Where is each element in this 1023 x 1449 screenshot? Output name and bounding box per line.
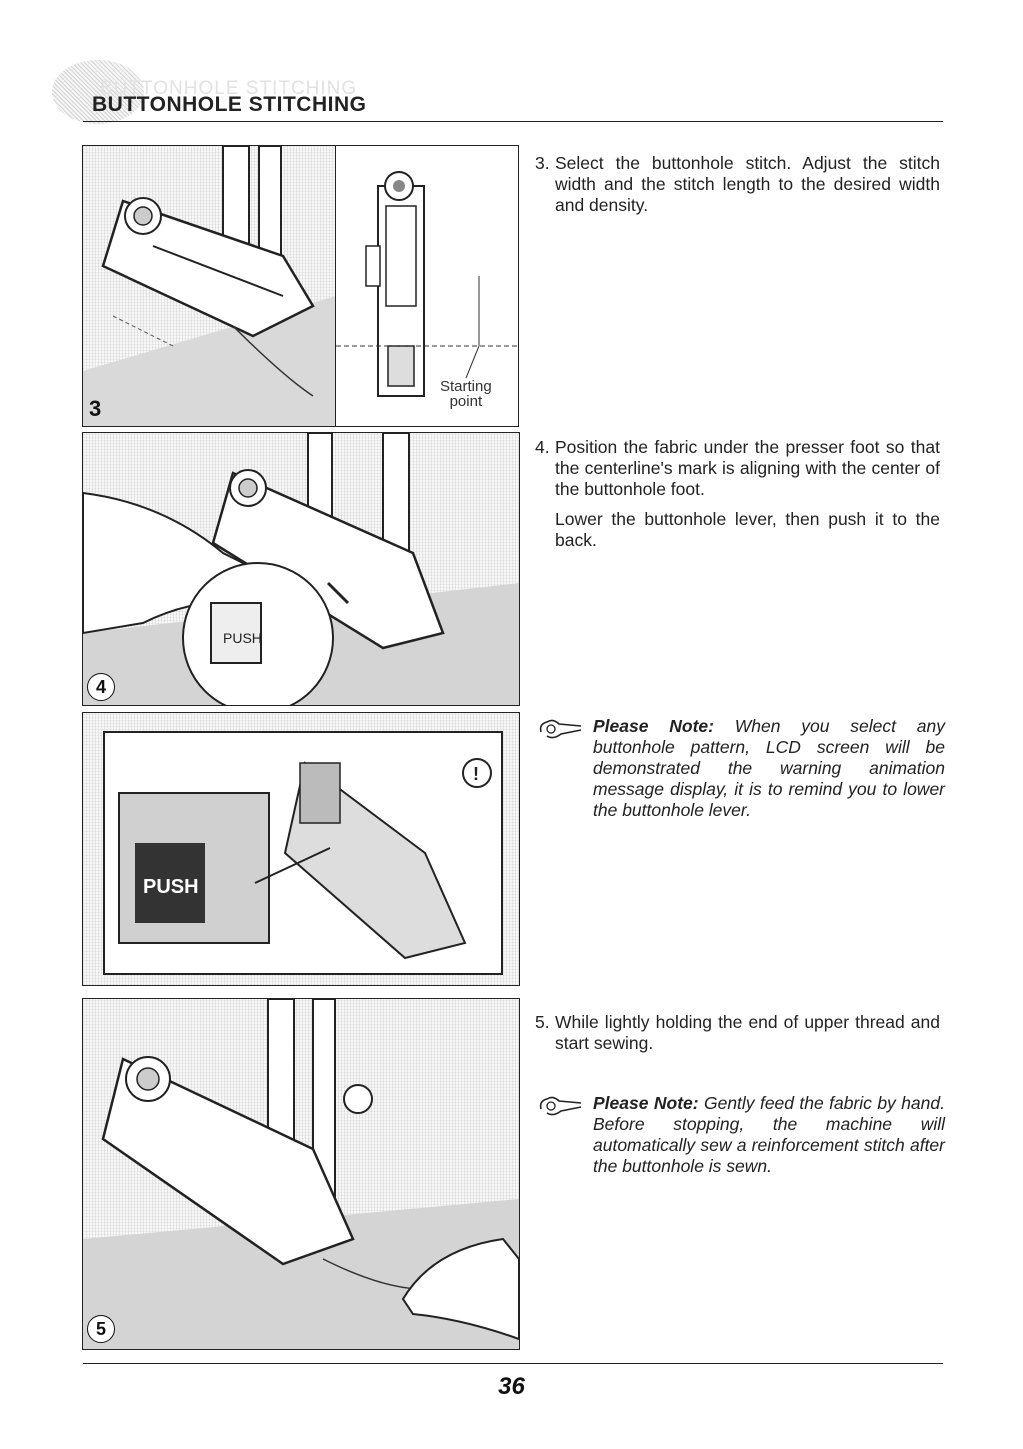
note-1-label: Please Note:: [593, 716, 714, 736]
figure-3-photo: [82, 145, 337, 427]
svg-text:PUSH: PUSH: [223, 630, 262, 646]
page-title: BUTTONHOLE STITCHING: [92, 93, 367, 116]
step-3-block: [535, 153, 940, 225]
note-1-text: When you select any buttonhole pattern, LCD screen will be demonstrated the warning animation message display, it is to remind you to lower the buttonhole lever.: [593, 716, 945, 820]
step-4-text: Position the fabric under the presser foot so that the centerline's mark is aligning with the center of the buttonhole foot.: [555, 437, 940, 499]
starting-point-label: Starting point: [440, 378, 492, 410]
page-number: 36: [498, 1373, 525, 1400]
presser-foot-illustration: [83, 146, 336, 426]
step-4-block: [535, 437, 940, 560]
note-2-label: Please Note:: [593, 1093, 699, 1113]
figure-lcd-warning: [82, 712, 520, 986]
step-4: [535, 437, 940, 500]
step-4-number: 4.: [535, 437, 550, 457]
hand-note-icon: [537, 1093, 585, 1124]
step-5-number: 5.: [535, 1012, 550, 1032]
svg-text:!: !: [473, 764, 479, 784]
lcd-screen-frame: [103, 731, 503, 975]
step-3-number: 3.: [535, 153, 550, 173]
footer-rule: [83, 1363, 943, 1364]
lever-push-illustration: [83, 433, 519, 705]
step-3-text: Select the buttonhole stitch. Adjust the stitch width and the stitch length to the desired width and density.: [555, 153, 940, 215]
lcd-warning-graphic: [105, 733, 501, 973]
figure-5-number: 5: [87, 1315, 115, 1343]
step-5: [535, 1012, 940, 1054]
step-4-continued: [535, 509, 940, 551]
title-shadow: BUTTONHOLE STITCHING: [100, 78, 358, 99]
note-1-block: [535, 716, 945, 830]
note-1: [535, 716, 945, 821]
sewing-illustration: [83, 999, 519, 1349]
step-4-text-2: Lower the buttonhole lever, then push it to the back.: [555, 509, 940, 550]
hand-note-icon: [537, 716, 585, 747]
note-2: [535, 1093, 945, 1177]
svg-text:PUSH: PUSH: [143, 876, 199, 898]
figure-4-number: 4: [87, 673, 115, 701]
header-rule: [83, 121, 943, 122]
figure-5-photo: [82, 998, 520, 1350]
figure-3-number: 3: [89, 396, 102, 421]
step-5-block: [535, 1012, 940, 1063]
note-2-text: Gently feed the fabric by hand. Before stopping, the machine will automatically sew a reinforcement stitch after the buttonhole is sewn.: [593, 1093, 945, 1176]
step-3: [535, 153, 940, 216]
note-2-block: [535, 1093, 945, 1186]
step-5-text: While lightly holding the end of upper thread and start sewing.: [555, 1012, 940, 1053]
figure-4-photo: [82, 432, 520, 706]
